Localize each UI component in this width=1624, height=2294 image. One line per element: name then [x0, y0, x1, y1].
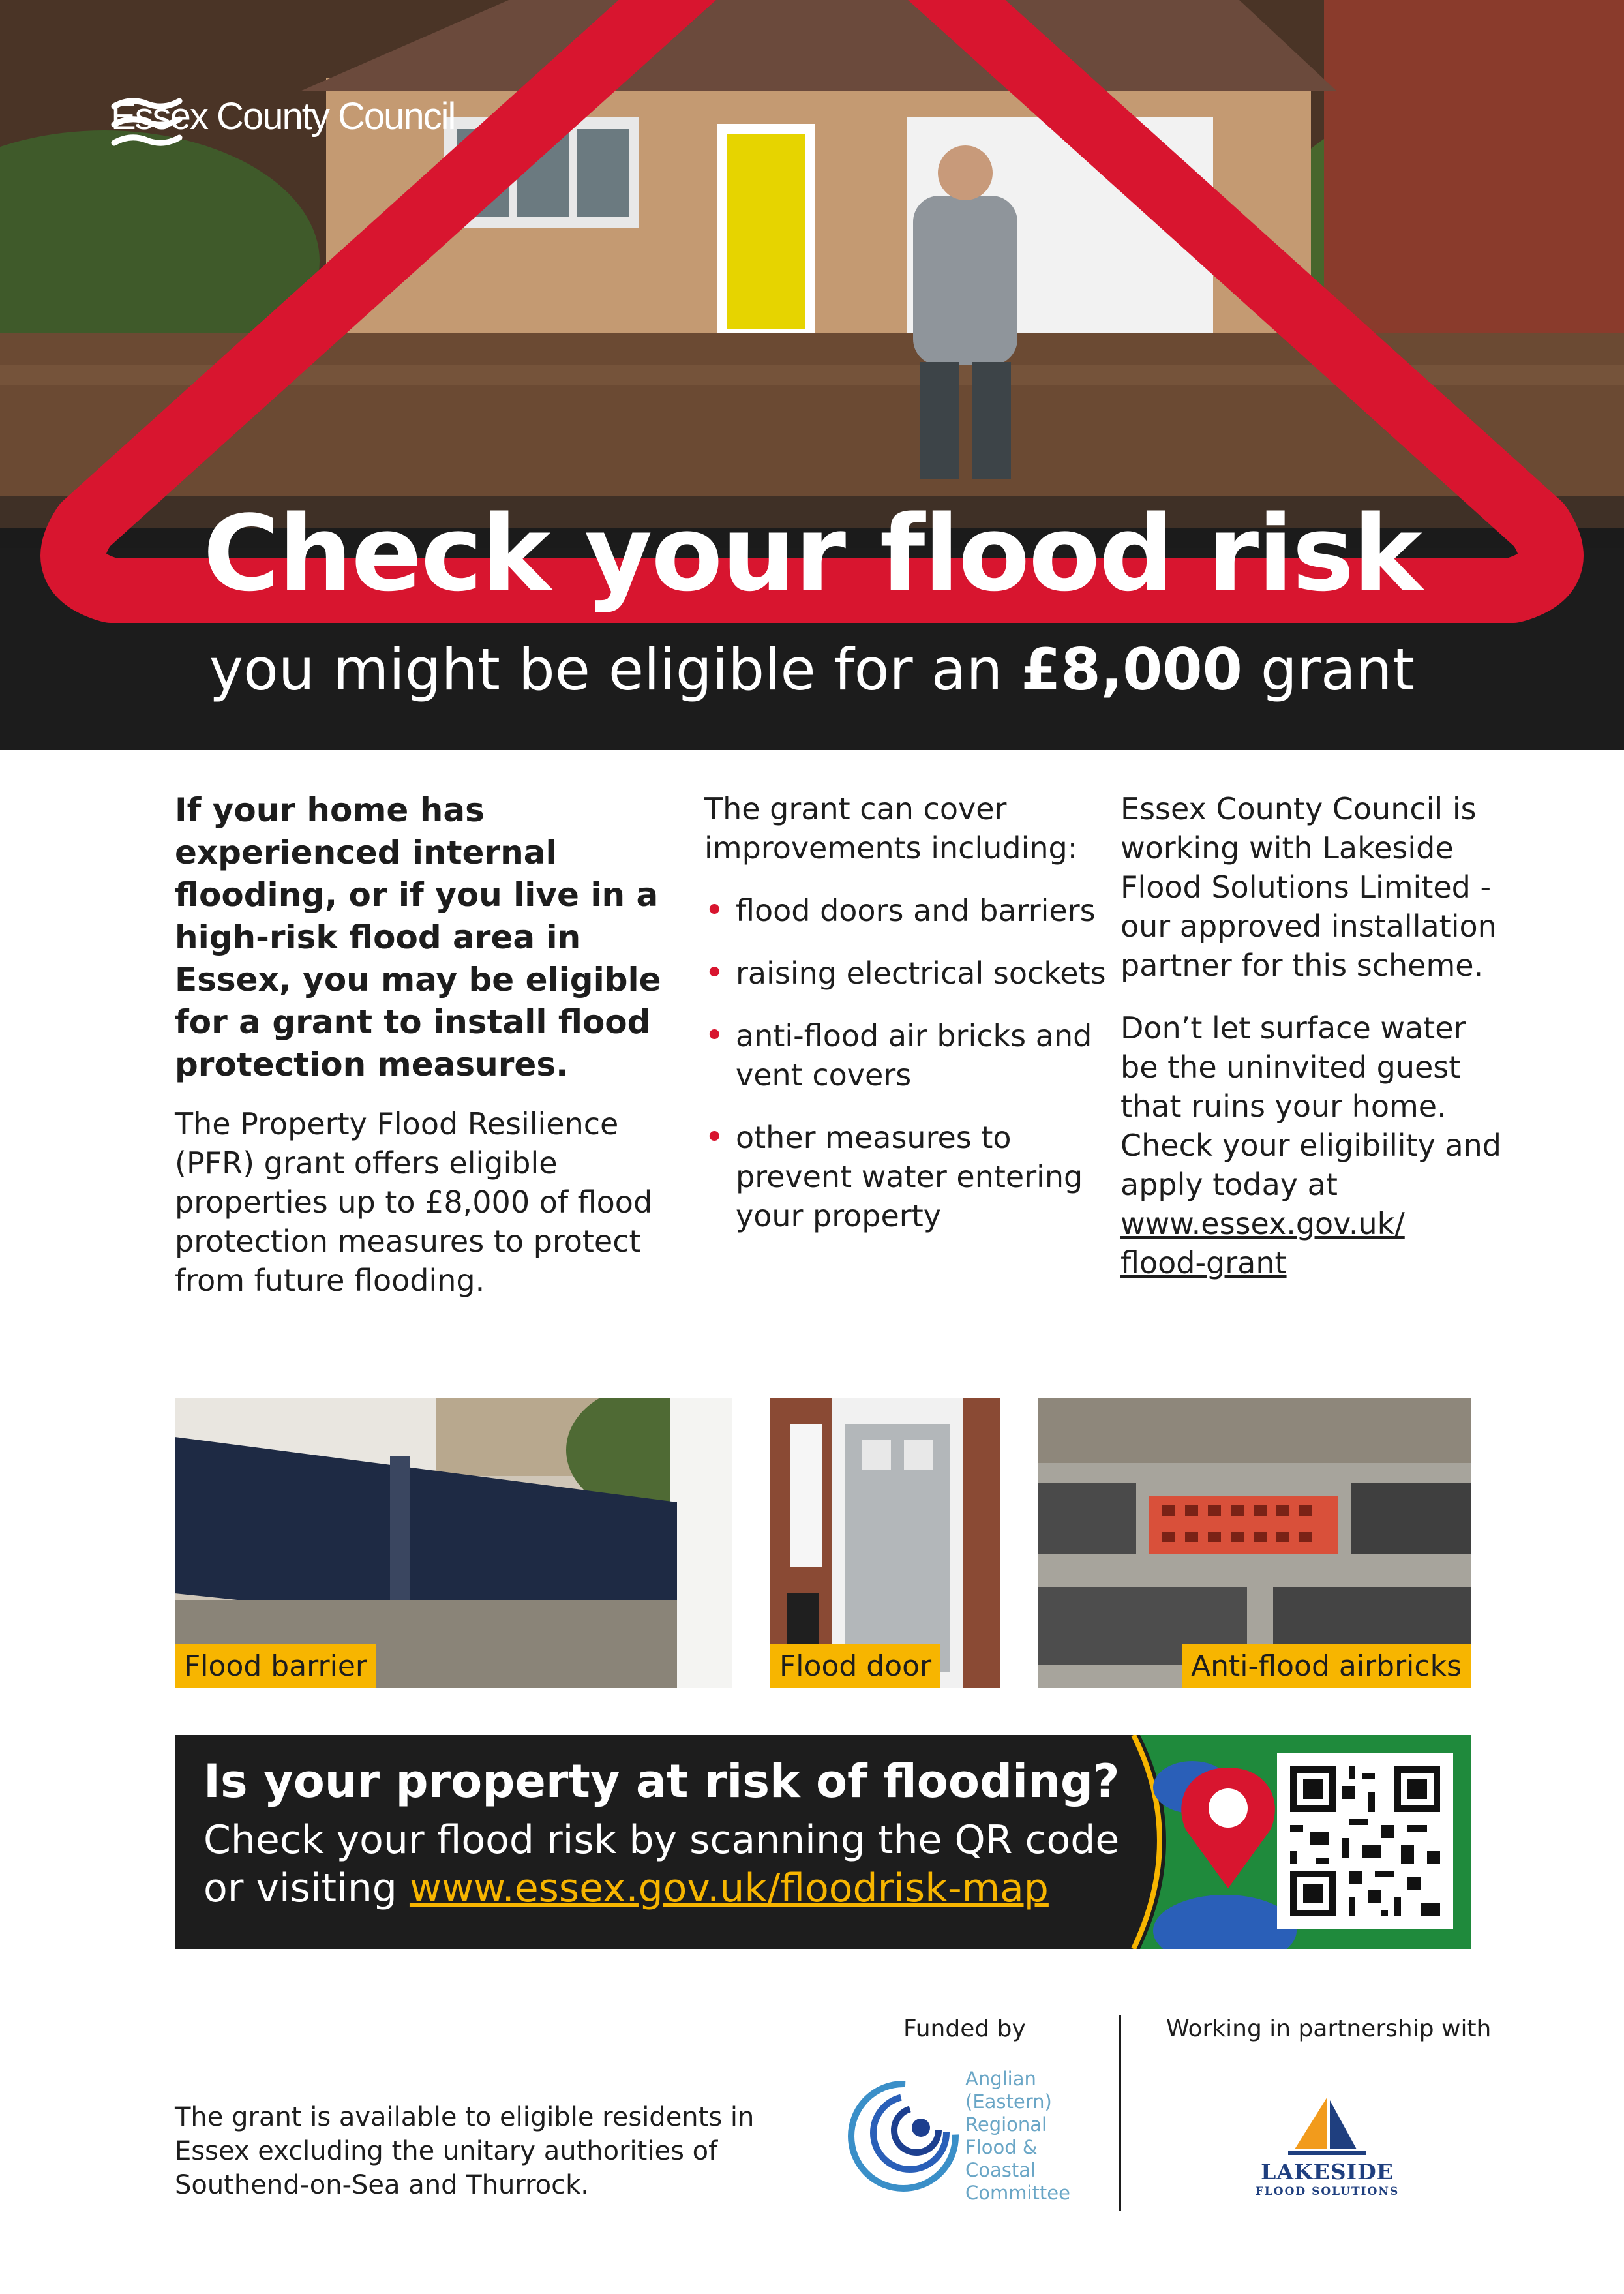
eligibility-note: The grant is available to eligible residents in Essex excluding the unitary authorities of Southend-on-Sea and Thurrock. — [175, 2102, 755, 2200]
improvements-list — [704, 891, 1109, 1235]
hero-banner — [0, 0, 1624, 750]
caption: Flood barrier — [175, 1644, 376, 1688]
flood-risk-check-banner — [175, 1735, 1471, 1949]
apply-text: Don’t let surface water be the uninvited guest that ruins your home. Check your eligibility and apply today at — [1120, 1010, 1501, 1202]
seaxes-emblem-icon — [111, 95, 183, 153]
flood-grant-link-part1[interactable]: www.essex.gov.uk/ — [1120, 1206, 1405, 1241]
intro-column — [175, 789, 670, 1323]
flood-door-photo — [770, 1398, 1000, 1688]
funder-name-line: Committee — [965, 2182, 1070, 2204]
flood-barrier-photo — [175, 1398, 732, 1688]
funder-name-line: (Eastern) — [965, 2090, 1052, 2113]
funder-name-line: Flood & — [965, 2136, 1038, 2158]
rfcc-logo — [848, 2068, 1096, 2205]
improvements-intro: The grant can cover improvements including: — [704, 791, 1078, 866]
partner-statement: Essex County Council is working with Lakeside Flood Solutions Limited - our approved installation partner for this scheme. — [1120, 791, 1497, 983]
floodrisk-map-link[interactable]: www.essex.gov.uk/floodrisk-map — [409, 1865, 1049, 1911]
rfcc-wave-icon — [848, 2081, 959, 2192]
list-item: • anti-flood air bricks and vent covers — [704, 1016, 1109, 1094]
banner-url-prefix: or visiting — [203, 1865, 410, 1911]
partner-logo-name: LAKESIDE — [1261, 2159, 1394, 2184]
lakeside-logo — [1249, 2094, 1406, 2205]
partnership-label: Working in partnership with — [1166, 2015, 1492, 2042]
apply-call-to-action — [1120, 1008, 1512, 1282]
flood-grant-link[interactable] — [1120, 1206, 1405, 1280]
partner-logo-sub: FLOOD SOLUTIONS — [1255, 2185, 1400, 2198]
funder-name-line: Anglian — [965, 2068, 1036, 2090]
council-name: Essex County Council — [111, 95, 455, 138]
list-item: • other measures to prevent water entering your property — [704, 1118, 1109, 1235]
page-subtitle — [0, 636, 1624, 703]
subtitle-prefix: you might be eligible for an — [209, 636, 1021, 703]
sailboat-icon — [1249, 2094, 1406, 2159]
caption: Anti-flood airbricks — [1182, 1644, 1471, 1688]
subtitle-suffix: grant — [1242, 636, 1415, 703]
funder-name — [965, 2068, 1070, 2205]
banner-instruction: Check your flood risk by scanning the QR code — [203, 1817, 1120, 1863]
list-item: • raising electrical sockets — [704, 954, 1109, 993]
funder-name-line: Coastal — [965, 2159, 1036, 2181]
funded-by-label: Funded by — [903, 2015, 1026, 2042]
grant-amount: £8,000 — [1021, 636, 1242, 703]
banner-url-line — [203, 1865, 1049, 1911]
essex-logo — [111, 95, 455, 138]
footer-divider — [1119, 2015, 1121, 2211]
airbrick-photo — [1038, 1398, 1471, 1688]
improvements-column — [704, 789, 1109, 1259]
qr-code-icon[interactable] — [1277, 1753, 1453, 1929]
page-title: Check your flood risk — [203, 492, 1421, 614]
partner-column — [1120, 789, 1512, 1282]
banner-title: Is your property at risk of flooding? — [203, 1755, 1120, 1808]
caption: Flood door — [770, 1644, 940, 1688]
qr-code[interactable] — [1277, 1753, 1453, 1929]
funder-name-line: Regional — [965, 2113, 1047, 2136]
flood-grant-link-part2[interactable]: flood-grant — [1120, 1245, 1287, 1280]
list-item: • flood doors and barriers — [704, 891, 1109, 930]
intro-lead: If your home has experienced internal flooding, or if you live in a high-risk flood area in Essex, you may be eligible for a grant to install flood protection measures. — [175, 791, 661, 1083]
pfr-grant-description: The Property Flood Resilience (PFR) grant offers eligible properties up to £8,000 of flood protection measures to protect from future flooding. — [175, 1106, 653, 1298]
